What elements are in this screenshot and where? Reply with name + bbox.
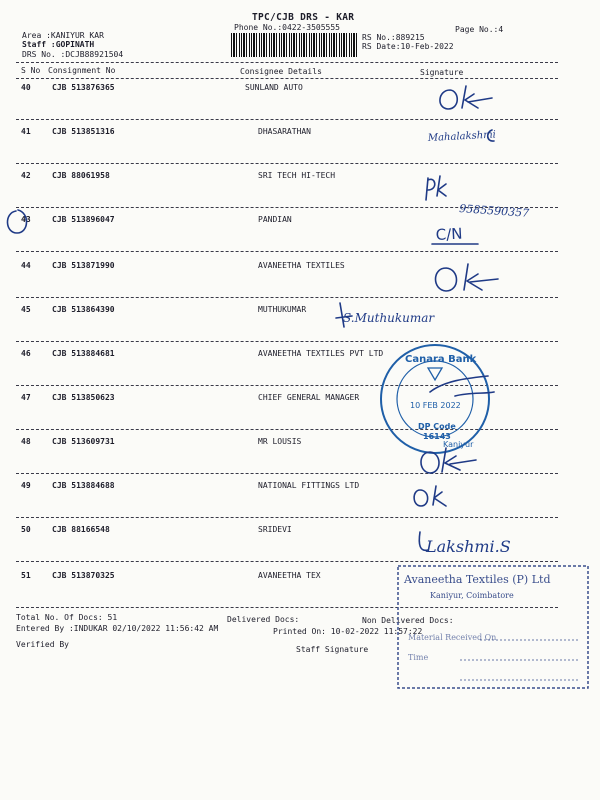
signature-row-50	[419, 532, 510, 556]
divider	[16, 297, 558, 298]
row-sno: 41	[21, 127, 31, 136]
row-consignee: SUNLAND AUTO	[245, 83, 303, 92]
row-consignee: PANDIAN	[258, 215, 292, 224]
divider	[16, 517, 558, 518]
svg-text:Kaniyur, Coimbatore: Kaniyur, Coimbatore	[430, 591, 514, 600]
row-consignment: CJB 88166548	[52, 525, 110, 534]
row-consignment: CJB 513870325	[52, 571, 115, 580]
svg-text:Lakshmi.S: Lakshmi.S	[426, 537, 511, 556]
table-row	[0, 261, 600, 271]
row-sno: 45	[21, 305, 31, 314]
rs-date: RS Date:10-Feb-2022	[362, 42, 454, 51]
entered-by: Entered By :INDUKAR 02/10/2022 11:56:42 AM	[16, 624, 219, 633]
divider	[16, 607, 558, 608]
row-consignee: CHIEF GENERAL MANAGER	[258, 393, 360, 402]
row-consignment: CJB 88061958	[52, 171, 110, 180]
signature-row-43	[432, 225, 478, 244]
col-signature: Signature	[420, 68, 464, 77]
table-row	[0, 215, 600, 225]
row-sno: 46	[21, 349, 31, 358]
svg-text:9585590357: 9585590357	[458, 202, 530, 220]
svg-text:Time: Time	[408, 653, 429, 662]
row-sno: 50	[21, 525, 31, 534]
row-consignee: NATIONAL FITTINGS LTD	[258, 481, 360, 490]
page-number: Page No.:4	[455, 25, 504, 34]
phone-number: Phone No.:0422-3505555	[234, 23, 340, 32]
table-row	[0, 481, 600, 491]
area-label: Area :KANIYUR KAR	[22, 31, 104, 40]
verified-by: Verified By	[16, 640, 69, 649]
divider	[16, 163, 558, 164]
svg-text:16143: 16143	[423, 432, 451, 441]
divider	[16, 119, 558, 120]
svg-text:10 FEB 2022: 10 FEB 2022	[410, 401, 461, 410]
row-sno: 51	[21, 571, 31, 580]
svg-text:Kaniyur: Kaniyur	[443, 440, 474, 449]
row-consignee: AVANEETHA TEXTILES PVT LTD	[258, 349, 384, 358]
row-sno: 44	[21, 261, 31, 270]
divider	[16, 62, 558, 63]
row-consignment: CJB 513876365	[52, 83, 115, 92]
divider	[16, 561, 558, 562]
company-stamp	[398, 566, 588, 688]
svg-text:Material Received On: Material Received On	[408, 633, 497, 642]
row-sno: 49	[21, 481, 31, 490]
row-consignee: MR LOUSIS	[258, 437, 302, 446]
row-consignment: CJB 513884681	[52, 349, 115, 358]
row-consignment: CJB 513609731	[52, 437, 115, 446]
row-consignment: CJB 513896047	[52, 215, 115, 224]
svg-text:C/N: C/N	[435, 224, 463, 244]
row-consignment: CJB 513871990	[52, 261, 115, 270]
divider	[16, 341, 558, 342]
row-sno: 48	[21, 437, 31, 446]
svg-text:DP Code: DP Code	[418, 422, 456, 431]
svg-text:Mahalakshmi: Mahalakshmi	[427, 129, 497, 144]
col-sno: S No	[21, 66, 41, 75]
row-consignee: SRI TECH HI-TECH	[258, 171, 336, 180]
divider	[16, 78, 558, 79]
row-consignee: MUTHUKUMAR	[258, 305, 307, 314]
divider	[16, 385, 558, 386]
col-consignee: Consignee Details	[240, 67, 322, 76]
divider	[16, 429, 558, 430]
table-row	[0, 171, 600, 181]
divider	[16, 251, 558, 252]
table-row	[0, 305, 600, 315]
svg-text:Avaneetha Textiles (P) Ltd: Avaneetha Textiles (P) Ltd	[404, 573, 551, 586]
table-row	[0, 571, 600, 581]
row-consignee: AVANEETHA TEX	[258, 571, 321, 580]
svg-text:S.Muthukumar: S.Muthukumar	[343, 311, 435, 325]
row-consignment: CJB 513851316	[52, 127, 115, 136]
non-delivered-docs: Non Delivered Docs:	[362, 616, 454, 625]
col-consignment: Consignment No	[48, 66, 116, 75]
row-sno: 42	[21, 171, 31, 180]
row-sno: 47	[21, 393, 31, 402]
barcode	[231, 33, 357, 57]
table-row	[0, 127, 600, 137]
staff-signature-label: Staff Signature	[296, 645, 369, 654]
drs-number: DRS No. :DCJB88921504	[22, 50, 124, 59]
row-sno: 43	[21, 215, 31, 224]
table-row	[0, 393, 600, 403]
row-consignment: CJB 513850623	[52, 393, 115, 402]
table-row	[0, 83, 600, 93]
signature-row-42	[426, 176, 530, 220]
total-docs: Total No. Of Docs: 51	[16, 613, 118, 622]
delivered-docs: Delivered Docs:	[227, 615, 300, 624]
row-consignee: DHASARATHAN	[258, 127, 311, 136]
table-row	[0, 525, 600, 535]
printed-on: Printed On: 10-02-2022 11:57:22	[273, 627, 423, 636]
row-sno: 40	[21, 83, 31, 92]
divider	[16, 207, 558, 208]
table-row	[0, 349, 600, 359]
rs-number: RS No.:889215	[362, 33, 425, 42]
svg-text:Canara Bank: Canara Bank	[405, 354, 477, 365]
row-consignee: AVANEETHA TEXTILES	[258, 261, 345, 270]
row-consignee: SRIDEVI	[258, 525, 292, 534]
divider	[16, 473, 558, 474]
staff-label: Staff :GOPINATH	[22, 40, 95, 49]
table-row	[0, 437, 600, 447]
row-consignment: CJB 513884688	[52, 481, 115, 490]
document-title: TPC/CJB DRS - KAR	[252, 12, 355, 23]
row-consignment: CJB 513864390	[52, 305, 115, 314]
